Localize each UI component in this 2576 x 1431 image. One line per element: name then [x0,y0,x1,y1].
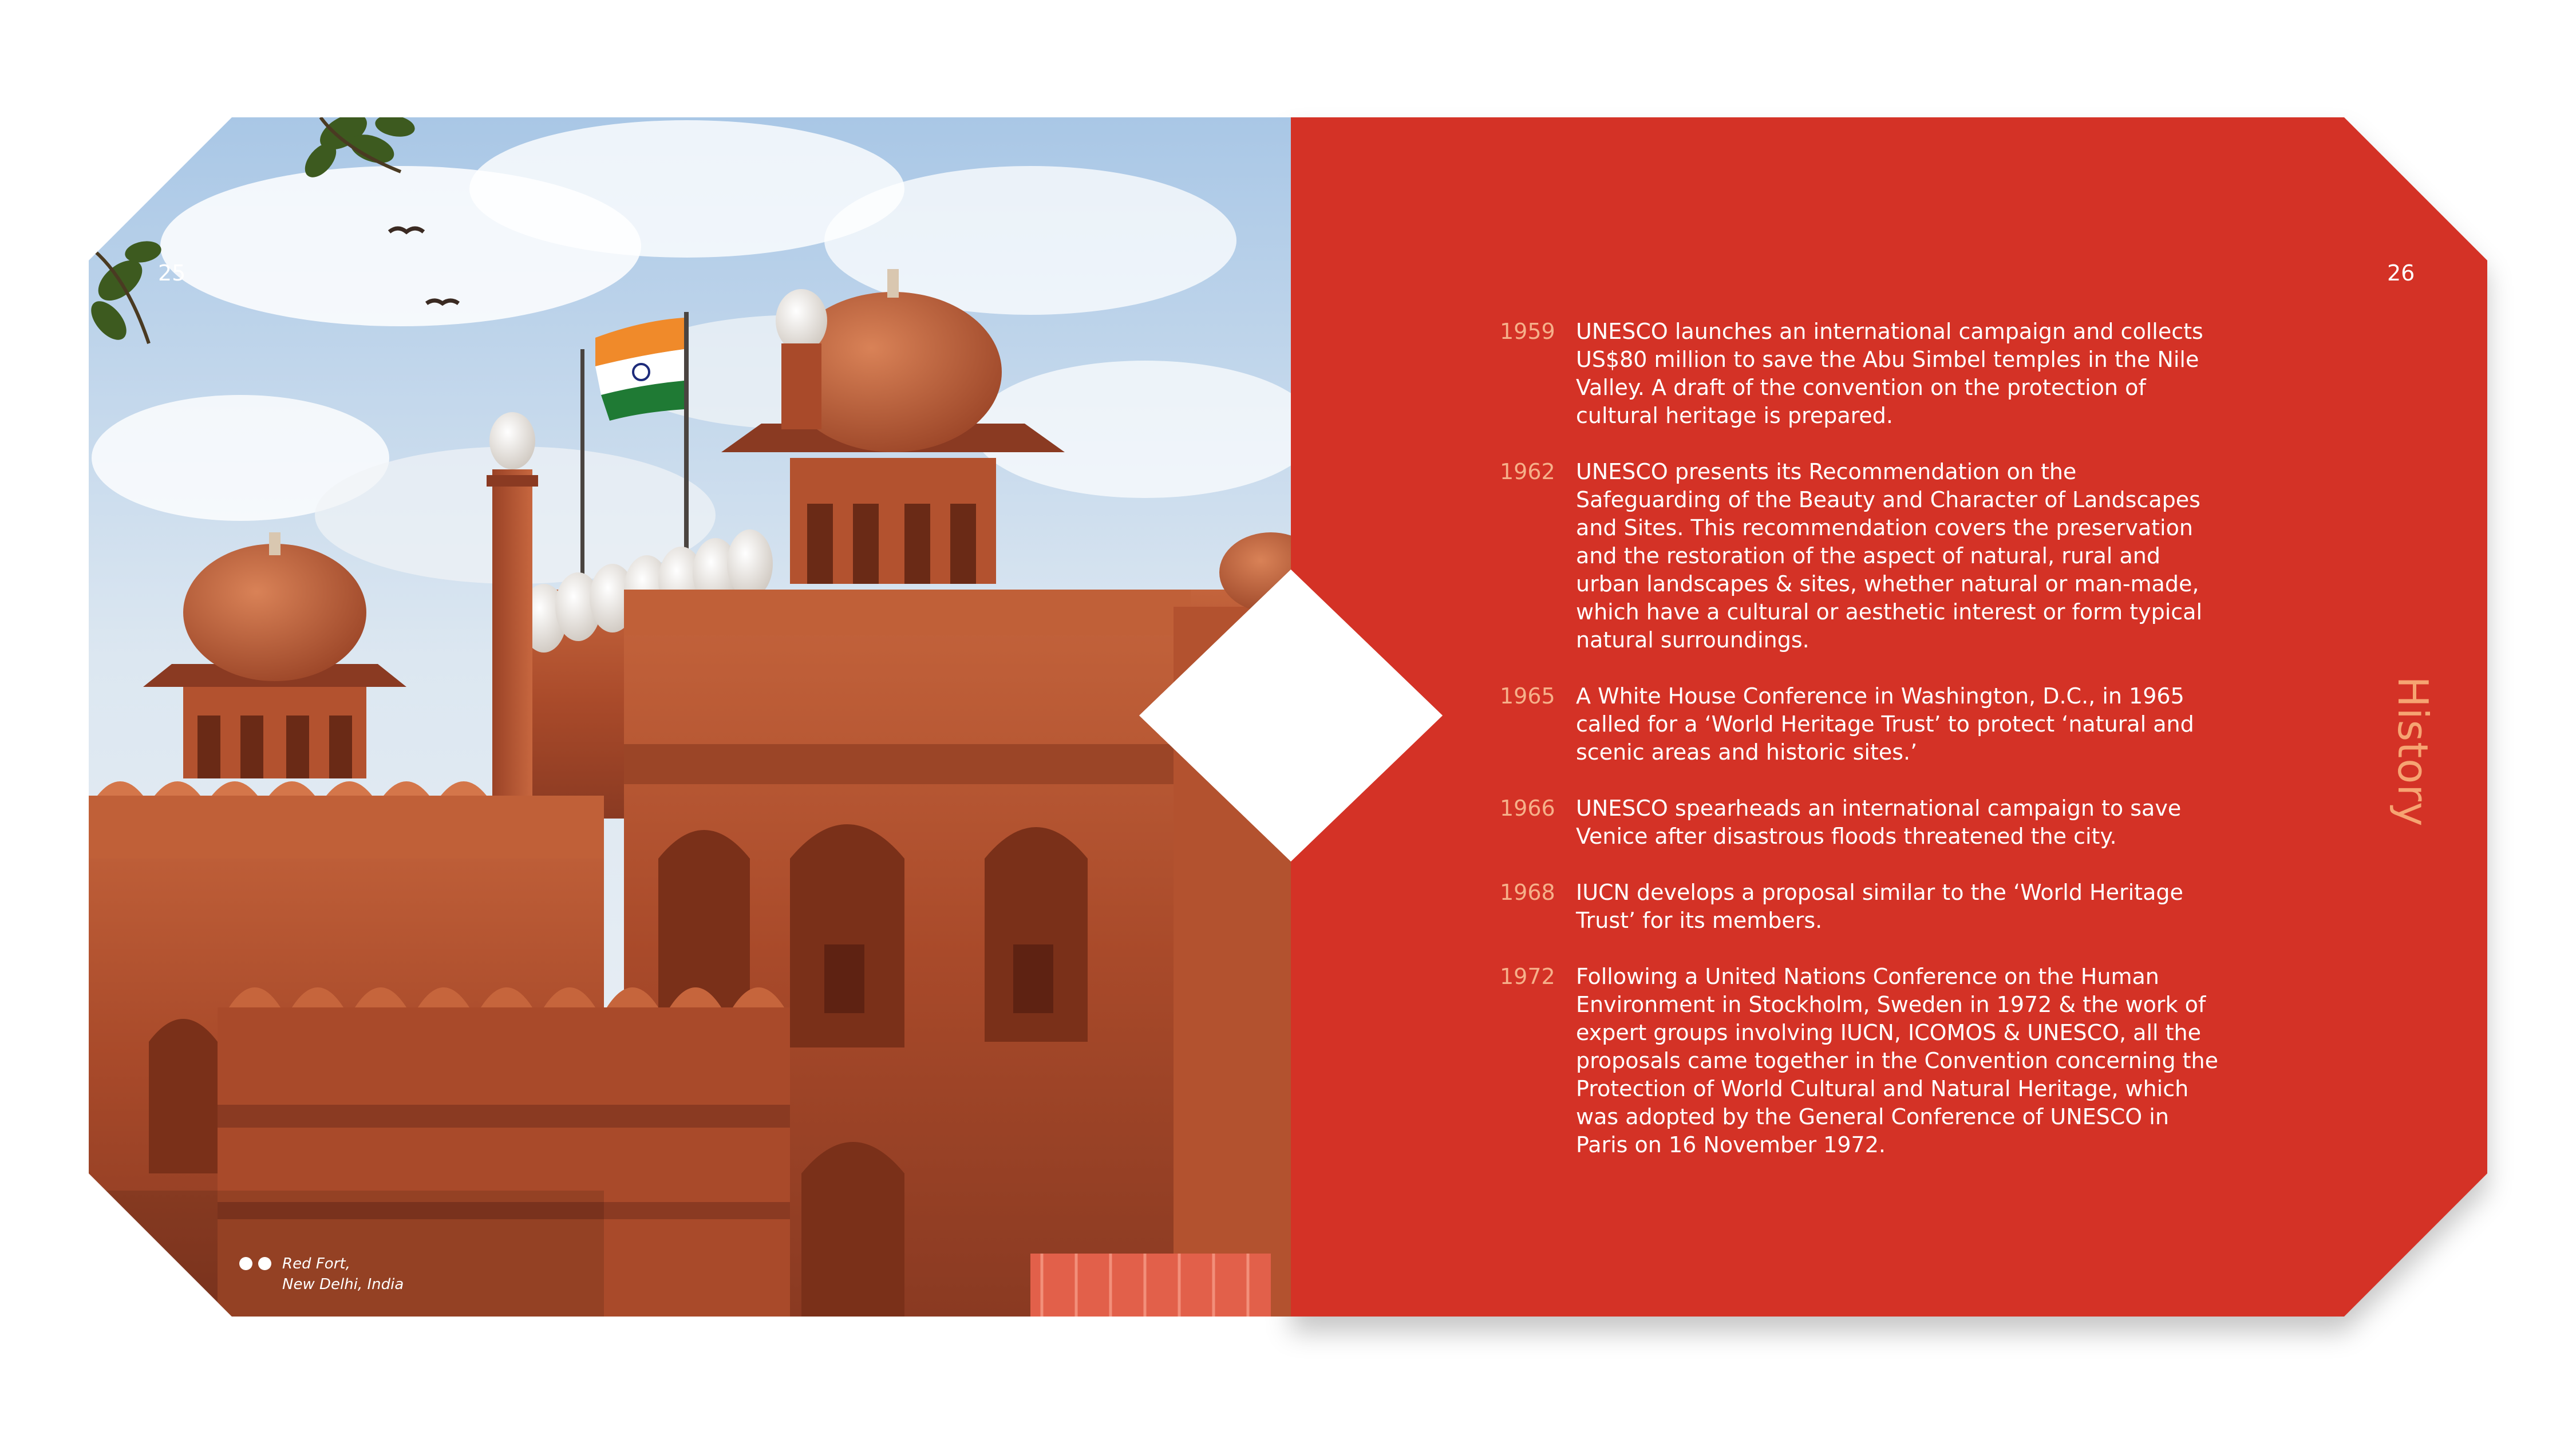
timeline-text: IUCN develops a proposal similar to the ‘World Heritage Trust’ for its members. [1576,880,2183,933]
timeline-entry [1500,682,2227,766]
timeline-year: 1959 [1500,319,1555,344]
timeline-text: A White House Conference in Washington, D.C., in 1965 called for a ‘World Heritage Trust’ to protect ‘natural and scenic areas and historic sites.’ [1576,683,2194,765]
section-title: History [2389,676,2437,827]
timeline-entry [1500,318,2227,430]
history-timeline [1500,318,2227,1187]
timeline-entry [1500,458,2227,654]
timeline-year: 1966 [1500,796,1555,821]
timeline-entry [1500,794,2227,851]
timeline-text: UNESCO presents its Recommendation on the Safeguarding of the Beauty and Character of Landscapes and Sites. This recommendation covers the preservation and the restoration of the aspect of natural, rural and urban landscapes & sites, whether natural or man-made, which have a cultural or aesthetic interest or form typical natural surroundings. [1576,459,2203,653]
timeline-year: 1965 [1500,683,1555,709]
timeline-entry [1500,963,2227,1159]
timeline-text: UNESCO launches an international campaign and collects US$80 million to save the Abu Simbel temples in the Nile Valley. A draft of the convention on the protection of cultural heritage is prepared. [1576,319,2203,428]
page-number-right: 26 [2387,260,2415,286]
red-fort-photo [84,106,1322,1317]
timeline-entry [1500,879,2227,935]
timeline-year: 1962 [1500,459,1555,484]
caption-dots-icon [239,1257,274,1271]
photo-caption [282,1254,404,1295]
caption-line-1: Red Fort, [282,1255,350,1272]
timeline-text: UNESCO spearheads an international campaign to save Venice after disastrous floods threatened the city. [1576,796,2182,849]
timeline-text: Following a United Nations Conference on the Human Environment in Stockholm, Sweden in 1972 & the work of expert groups involving IUCN, ICOMOS & UNESCO, all the proposals came together in the Convention concerning the Protection of World Cultural and Natural Heritage, which was adopted by the General Conference of UNESCO in Paris on 16 November 1972. [1576,964,2219,1157]
page-number-left: 25 [158,260,186,286]
timeline-year: 1972 [1500,964,1555,989]
timeline-year: 1968 [1500,880,1555,905]
caption-line-2: New Delhi, India [282,1276,404,1293]
